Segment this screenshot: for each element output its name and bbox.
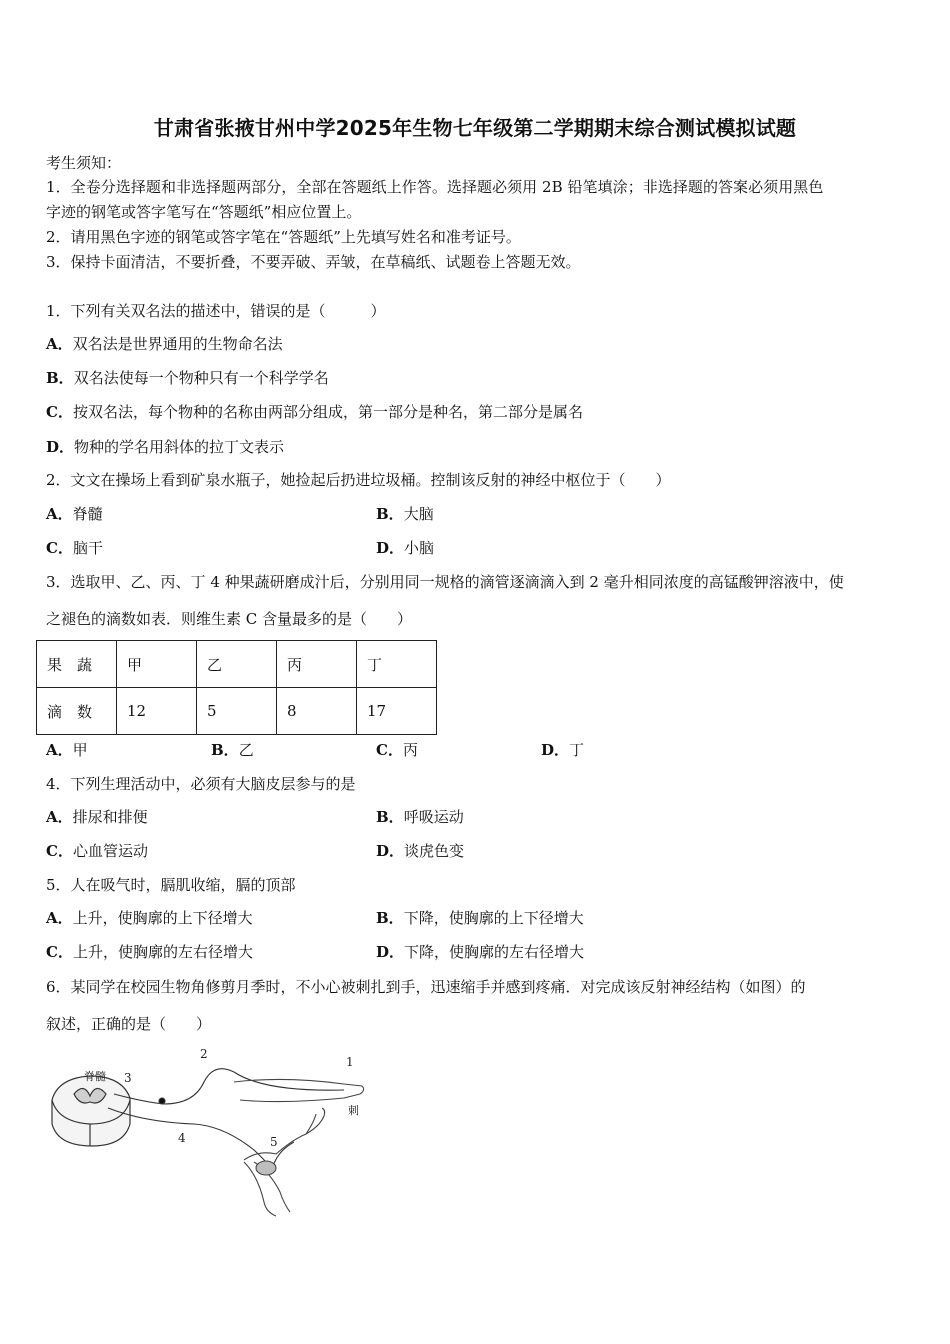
q1-option-a bbox=[46, 334, 283, 354]
q4-option-d-text: 谈虎色变 bbox=[404, 842, 465, 860]
q3-data-table bbox=[36, 640, 437, 735]
figure-label-2: 2 bbox=[200, 1047, 208, 1061]
reflex-arc-figure bbox=[44, 1042, 374, 1222]
figure-label-1: 1 bbox=[346, 1055, 354, 1069]
q3-option-b-letter: B． bbox=[211, 741, 239, 759]
q2-option-c bbox=[46, 538, 103, 558]
figure-label-3: 3 bbox=[124, 1071, 132, 1085]
q1-option-a-letter: A． bbox=[46, 335, 73, 353]
q4-option-b-text: 呼吸运动 bbox=[403, 808, 464, 826]
q4-option-b-letter: B． bbox=[376, 808, 404, 826]
q5-option-b bbox=[376, 908, 584, 928]
q4-option-c bbox=[46, 841, 148, 861]
q3-option-c-letter: C． bbox=[376, 741, 403, 759]
q1-option-b-letter: B． bbox=[46, 369, 74, 387]
q2-option-b-text: 大脑 bbox=[403, 505, 434, 523]
table-row bbox=[37, 641, 437, 688]
q1-option-b-text: 双名法使每一个物种只有一个科学学名 bbox=[73, 369, 329, 387]
ganglion-dot bbox=[159, 1098, 165, 1104]
q3-option-d-letter: D． bbox=[541, 741, 570, 759]
q4-option-d bbox=[376, 841, 464, 861]
q5-option-d bbox=[376, 942, 584, 962]
table-cell: 8 bbox=[277, 688, 357, 735]
q6-stem-line-2: 叙述，正确的是（ ） bbox=[46, 1015, 212, 1033]
table-cell: 5 bbox=[197, 688, 277, 735]
q5-option-a-text: 上升，使胸廓的上下径增大 bbox=[72, 909, 253, 927]
q2-option-a-text: 脊髓 bbox=[72, 505, 103, 523]
q1-option-d-text: 物种的学名用斜体的拉丁文表示 bbox=[74, 438, 285, 456]
q2-option-d-text: 小脑 bbox=[404, 539, 435, 557]
arm-hand-drawing bbox=[234, 1079, 364, 1216]
q1-option-c-letter: C． bbox=[46, 403, 73, 421]
q5-option-d-text: 下降，使胸廓的左右径增大 bbox=[404, 943, 585, 961]
q3-option-a bbox=[46, 740, 88, 760]
q3-option-a-letter: A． bbox=[46, 741, 73, 759]
table-cell: 17 bbox=[357, 688, 437, 735]
q1-stem: 1．下列有关双名法的描述中，错误的是（ ） bbox=[46, 302, 386, 320]
notice-line-1a: 1．全卷分选择题和非选择题两部分，全部在答题纸上作答。选择题必须用 2B 铅笔填涂；非选择题的答案必须用黑色 bbox=[46, 178, 824, 196]
q4-option-a-letter: A． bbox=[46, 808, 73, 826]
q5-option-c bbox=[46, 942, 253, 962]
nerve-pathways bbox=[108, 1069, 344, 1170]
spinal-cord-label: 脊髓 bbox=[84, 1070, 106, 1083]
table-header-cell: 甲 bbox=[117, 641, 197, 688]
q5-option-d-letter: D． bbox=[376, 943, 405, 961]
q4-stem: 4．下列生理活动中，必须有大脑皮层参与的是 bbox=[46, 775, 356, 793]
figure-label-4: 4 bbox=[178, 1131, 186, 1145]
q3-option-a-text: 甲 bbox=[72, 741, 88, 759]
table-header-cell: 丁 bbox=[357, 641, 437, 688]
notice-line-2: 2．请用黑色字迹的钢笔或答字笔在“答题纸”上先填写姓名和准考证号。 bbox=[46, 228, 521, 246]
q5-option-b-text: 下降，使胸廓的上下径增大 bbox=[403, 909, 584, 927]
q2-option-a bbox=[46, 504, 103, 524]
notice-line-1b: 字迹的钢笔或答字笔写在“答题纸”相应位置上。 bbox=[46, 203, 362, 221]
table-cell: 12 bbox=[117, 688, 197, 735]
q3-option-b-text: 乙 bbox=[238, 741, 254, 759]
q5-option-c-text: 上升，使胸廓的左右径增大 bbox=[72, 943, 253, 961]
q1-option-c-text: 按双名法，每个物种的名称由两部分组成，第一部分是种名，第二部分是属名 bbox=[72, 403, 583, 421]
table-cell: 滴 数 bbox=[37, 688, 117, 735]
figure-label-5: 5 bbox=[270, 1135, 278, 1149]
q2-option-a-letter: A． bbox=[46, 505, 73, 523]
q5-stem: 5．人在吸气时，膈肌收缩，膈的顶部 bbox=[46, 876, 296, 894]
q2-stem: 2．文文在操场上看到矿泉水瓶子，她捡起后扔进垃圾桶。控制该反射的神经中枢位于（ ） bbox=[46, 471, 671, 489]
q1-option-b bbox=[46, 368, 329, 388]
q3-option-d bbox=[541, 740, 584, 760]
notice-line-3: 3．保持卡面清洁，不要折叠，不要弄破、弄皱，在草稿纸、试题卷上答题无效。 bbox=[46, 253, 581, 271]
table-row bbox=[37, 688, 437, 735]
q3-option-b bbox=[211, 740, 254, 760]
page-title: 甘肃省张掖甘州中学2025年生物七年级第二学期期末综合测试模拟试题 bbox=[153, 116, 797, 140]
table-header-cell: 乙 bbox=[197, 641, 277, 688]
q3-stem-line-1: 3．选取甲、乙、丙、丁 4 种果蔬研磨成汁后，分别用同一规格的滴管逐滴滴入到 2 毫升相同浓度的高锰酸钾溶液中，使 bbox=[46, 573, 844, 591]
thorn-label: 刺 bbox=[348, 1104, 359, 1117]
q1-option-d-letter: D． bbox=[46, 438, 75, 456]
q5-option-c-letter: C． bbox=[46, 943, 73, 961]
q4-option-a bbox=[46, 807, 148, 827]
spinal-cord-diagram bbox=[52, 1076, 130, 1146]
q2-option-c-letter: C． bbox=[46, 539, 73, 557]
q4-option-b bbox=[376, 807, 464, 827]
q6-stem-line-1: 6．某同学在校园生物角修剪月季时，不小心被刺扎到手，迅速缩手并感到疼痛．对完成该反射神经结构（如图）的 bbox=[46, 978, 806, 996]
q2-option-b bbox=[376, 504, 434, 524]
table-header-cell: 丙 bbox=[277, 641, 357, 688]
q2-option-d-letter: D． bbox=[376, 539, 405, 557]
q3-option-c bbox=[376, 740, 418, 760]
q2-option-c-text: 脑干 bbox=[72, 539, 103, 557]
q1-option-c bbox=[46, 402, 583, 422]
notice-heading: 考生须知： bbox=[46, 154, 122, 172]
q3-option-d-text: 丁 bbox=[569, 741, 585, 759]
q5-option-a bbox=[46, 908, 253, 928]
q2-option-b-letter: B． bbox=[376, 505, 404, 523]
q5-option-b-letter: B． bbox=[376, 909, 404, 927]
q4-option-d-letter: D． bbox=[376, 842, 405, 860]
q4-option-c-letter: C． bbox=[46, 842, 73, 860]
q3-stem-line-2: 之褪色的滴数如表．则维生素 C 含量最多的是（ ） bbox=[46, 610, 413, 628]
q1-option-a-text: 双名法是世界通用的生物命名法 bbox=[72, 335, 283, 353]
q2-option-d bbox=[376, 538, 434, 558]
table-header-cell: 果 蔬 bbox=[37, 641, 117, 688]
q4-option-c-text: 心血管运动 bbox=[72, 842, 148, 860]
q3-option-c-text: 丙 bbox=[402, 741, 418, 759]
q1-option-d bbox=[46, 437, 284, 457]
q4-option-a-text: 排尿和排便 bbox=[72, 808, 148, 826]
q5-option-a-letter: A． bbox=[46, 909, 73, 927]
